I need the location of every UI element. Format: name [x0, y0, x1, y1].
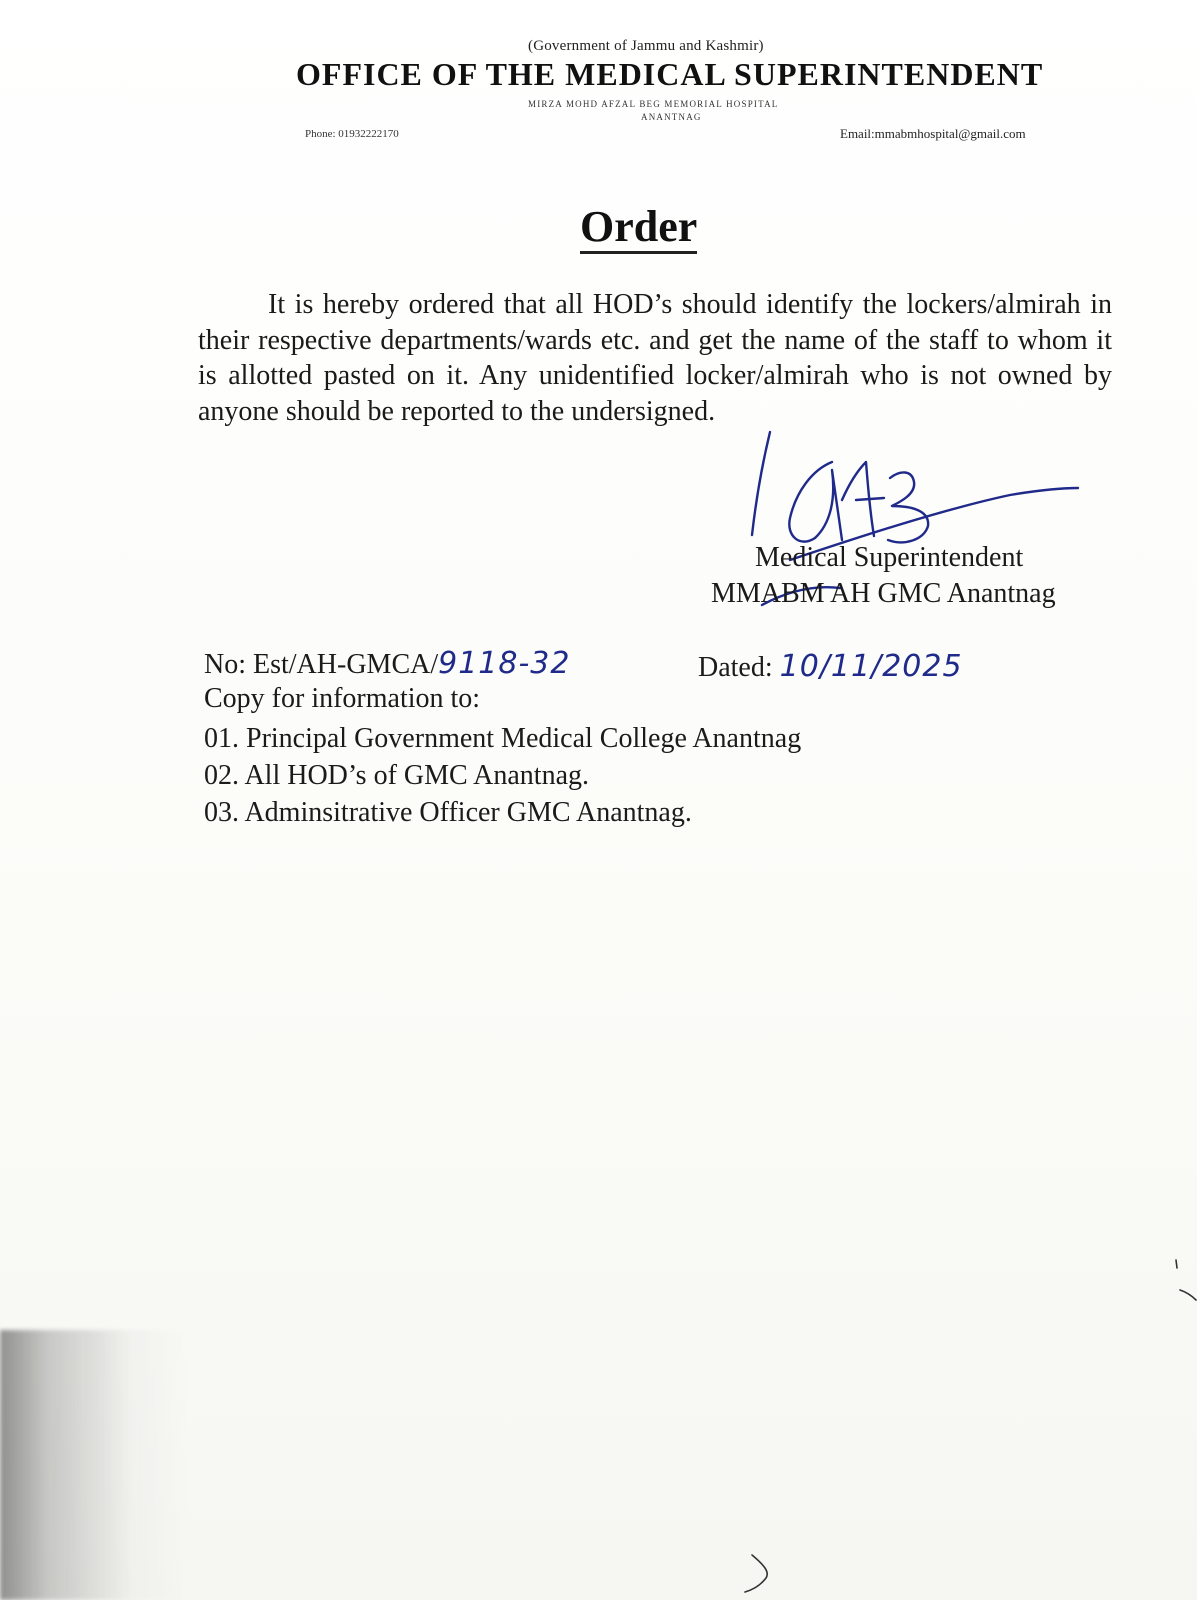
- handwritten-number: 9118-32: [438, 646, 571, 681]
- government-line: (Government of Jammu and Kashmir): [528, 38, 764, 54]
- hospital-town: ANANTNAG: [641, 112, 702, 122]
- reference-label: No: Est/AH-GMCA/: [204, 649, 439, 680]
- copy-item: 01. Principal Government Medical College Anantnag: [204, 723, 802, 754]
- copy-item: 03. Adminsitrative Officer GMC Anantnag.: [204, 797, 692, 828]
- office-title: OFFICE OF THE MEDICAL SUPERINTENDENT: [296, 56, 1044, 92]
- hospital-name: MIRZA MOHD AFZAL BEG MEMORIAL HOSPITAL: [528, 99, 779, 109]
- email-address: Email:mmabmhospital@gmail.com: [840, 126, 1026, 141]
- copy-heading: Copy for information to:: [204, 683, 481, 714]
- date-line: [698, 649, 963, 684]
- signatory-title: Medical Superintendent: [755, 542, 1024, 573]
- copy-item: 02. All HOD’s of GMC Anantnag.: [204, 760, 589, 791]
- handwritten-date: 10/11/2025: [779, 649, 963, 684]
- copy-list: [204, 720, 801, 831]
- phone-number: Phone: 01932222170: [305, 128, 399, 140]
- reference-number: [204, 646, 570, 681]
- order-body: It is hereby ordered that all HOD’s should identify the lockers/almirah in their respective departments/wards etc. and get the name of the staff to whom it is allotted pasted on it. Any unidentified locker/almirah who is not owned by anyone should be reported to the undersigned.: [198, 289, 1112, 427]
- date-label: Dated:: [698, 652, 773, 683]
- signatory-place: MMABM AH GMC Anantnag: [711, 578, 1056, 609]
- order-title: Order: [580, 204, 697, 254]
- page-shadow: [0, 1330, 190, 1600]
